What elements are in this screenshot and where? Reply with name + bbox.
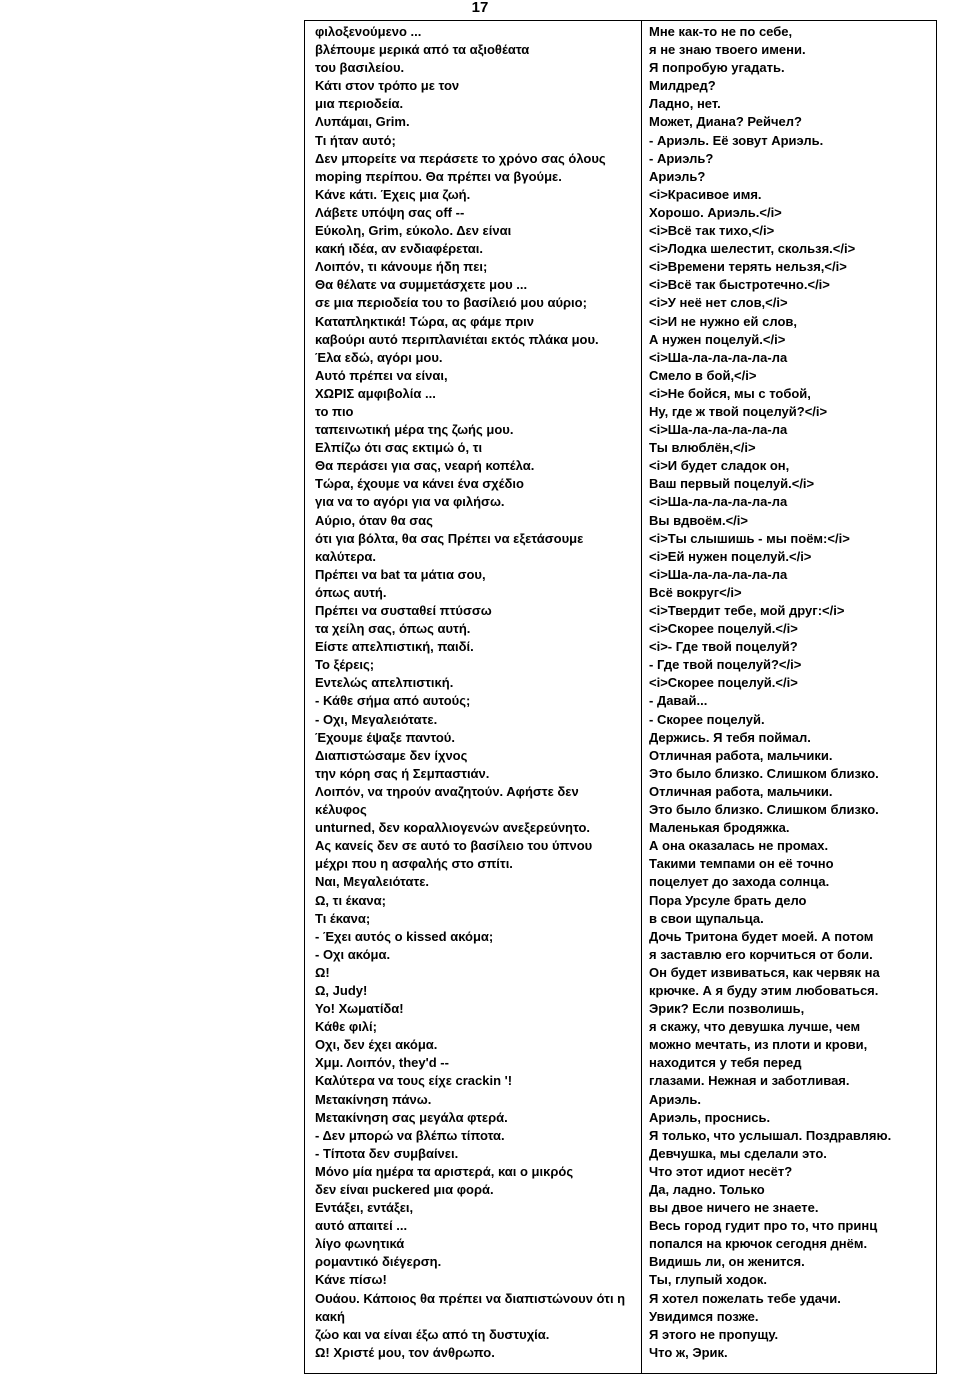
greek-subtitle-line: φιλοξενούμενο ... xyxy=(315,24,422,39)
greek-subtitle-line: Κάνε κάτι. Έχεις μια ζωή. xyxy=(315,186,471,202)
greek-subtitle-line: Ελπίζω ότι σας εκτιμώ ό, τι xyxy=(315,440,483,456)
russian-subtitle-line: Милдред? xyxy=(649,78,716,94)
greek-subtitle-line: Ω! Χριστέ μου, τον άνθρωπο. xyxy=(315,1344,495,1360)
russian-subtitle-line: Такими темпами он её точно xyxy=(649,856,834,872)
russian-subtitle-line: Хорошо. Ариэль.</i> xyxy=(649,204,782,220)
russian-subtitle-line: Мне как-то не по себе, xyxy=(649,24,793,39)
russian-subtitle-line: вы двое ничего не знаете. xyxy=(649,1200,819,1216)
greek-subtitle-line: Καταπληκτικά! Τώρα, ας φάμε πριν xyxy=(315,313,534,329)
greek-subtitle-line: Λυπάμαι, Grim. xyxy=(315,114,410,130)
greek-subtitle-line: Μετακίνηση πάνω. xyxy=(315,1091,432,1107)
russian-subtitle-line: <i>Всё так тихо,</i> xyxy=(649,223,775,239)
greek-subtitle-line: Ας κανείς δεν σε αυτό το βασίλειο του ύπνου xyxy=(315,838,593,854)
greek-subtitle-line: Κάτι στον τρόπο με τον xyxy=(315,78,460,94)
greek-subtitle-line: Χμμ. Λοιπόν, they'd -- xyxy=(315,1055,449,1071)
russian-subtitle-line: я не знаю твоего имени. xyxy=(649,42,806,58)
russian-subtitle-line: <i>И не нужно ей слов, xyxy=(649,313,798,329)
russian-subtitle-line: Отличная работа, мальчики. xyxy=(649,783,833,799)
russian-subtitle-line: Ариэль? xyxy=(649,168,706,184)
greek-subtitle-line: moping περίπου. Θα πρέπει να βγούμε. xyxy=(315,168,562,184)
greek-subtitle-line: Πρέπει να bat τα μάτια σου, xyxy=(315,566,486,582)
russian-subtitle-line: <i>Всё так быстротечно.</i> xyxy=(649,277,830,293)
greek-subtitle-line: Εντάξει, εντάξει, xyxy=(315,1200,414,1216)
russian-subtitle-line: Ариэль. xyxy=(649,1091,702,1107)
russian-subtitle-line: Держись. Я тебя поймал. xyxy=(649,729,811,745)
russian-subtitle-line: А она оказалась не промах. xyxy=(649,838,829,854)
russian-subtitle-line: Это было близко. Слишком близко. xyxy=(649,765,879,781)
greek-subtitle-line: Yo! Χωματίδα! xyxy=(315,1001,404,1017)
russian-subtitle-line: крючке. А я буду этим любоваться. xyxy=(649,982,879,998)
greek-subtitle-line: - Οχι ακόμα. xyxy=(315,946,391,962)
russian-subtitle-line: Ты влюблён,</i> xyxy=(649,440,756,456)
russian-subtitle-line: я скажу, что девушка лучше, чем xyxy=(649,1019,861,1035)
russian-subtitle-line: <i>Ей нужен поцелуй.</i> xyxy=(649,548,812,564)
greek-subtitle-line: μέχρι που η ασφαλής στο σπίτι. xyxy=(315,856,513,872)
russian-subtitle-line: глазами. Нежная и заботливая. xyxy=(649,1073,850,1089)
greek-subtitle-line: κέλυφος xyxy=(315,802,367,818)
greek-subtitle-line: τα χείλη σας, όπως αυτή. xyxy=(315,621,471,637)
russian-subtitle-line: <i>- Где твой поцелуй? xyxy=(649,639,798,655)
greek-subtitle-line: του βασιλείου. xyxy=(315,60,405,76)
russian-subtitle-line: попался на крючок сегодня днём. xyxy=(649,1236,868,1252)
russian-subtitle-line: находится у тебя перед xyxy=(649,1055,802,1071)
russian-subtitle-line: Может, Диана? Рейчел? xyxy=(649,114,802,130)
russian-column xyxy=(649,23,935,1362)
russian-subtitle-line: Ваш первый поцелуй.</i> xyxy=(649,476,815,492)
russian-subtitle-line: Да, ладно. Только xyxy=(649,1182,765,1197)
greek-subtitle-line: καλύτερα. xyxy=(315,548,377,564)
russian-subtitle-line: Я хотел пожелать тебе удачи. xyxy=(649,1290,841,1306)
greek-subtitle-line: - Τίποτα δεν συμβαίνει. xyxy=(315,1145,459,1161)
greek-subtitle-line: ταπεινωτική μέρα της ζωής μου. xyxy=(315,422,514,438)
greek-subtitle-line: Μετακίνηση σας μεγάλα φτερά. xyxy=(315,1109,508,1125)
russian-subtitle-line: <i>Ты слышишь - мы поём:</i> xyxy=(649,530,850,546)
greek-subtitle-line: unturned, δεν κοραλλιογενών ανεξερεύνητο. xyxy=(315,820,590,836)
russian-subtitle-line: Он будет извиваться, как червяк на xyxy=(649,964,880,980)
greek-subtitle-line: Τώρα, έχουμε να κάνει ένα σχέδιο xyxy=(315,476,524,492)
russian-subtitle-line: Смело в бой,</i> xyxy=(649,367,757,383)
russian-subtitle-line: <i>Скорее поцелуй.</i> xyxy=(649,675,798,691)
greek-subtitle-line: βλέπουμε μερικά από τα αξιοθέατα xyxy=(315,42,530,58)
greek-subtitle-line: ζώο και να είναι έξω από τη δυστυχία. xyxy=(315,1326,550,1342)
greek-subtitle-line: Πρέπει να συσταθεί πτύσσω xyxy=(315,603,492,618)
russian-subtitle-line: Я этого не пропущу. xyxy=(649,1326,779,1342)
column-divider xyxy=(641,21,642,1373)
greek-subtitle-line: Έχουμε έψαξε παντού. xyxy=(315,729,455,745)
russian-subtitle-line: - Где твой поцелуй?</i> xyxy=(649,657,802,673)
greek-subtitle-line: Το ξέρεις; xyxy=(315,657,375,673)
russian-subtitle-line: Ну, где ж твой поцелуй?</i> xyxy=(649,403,828,419)
russian-subtitle-line: Ты, глупый ходок. xyxy=(649,1272,768,1288)
russian-subtitle-line: можно мечтать, из плоти и крови, xyxy=(649,1037,868,1053)
russian-subtitle-line: - Ариэль? xyxy=(649,150,714,166)
russian-subtitle-line: <i>Не бойся, мы с тобой, xyxy=(649,385,811,401)
greek-subtitle-line: Δεν μπορείτε να περάσετε το χρόνο σας όλους xyxy=(315,150,606,166)
greek-subtitle-line: Αυτό πρέπει να είναι, xyxy=(315,367,448,383)
greek-subtitle-line: καβούρι αυτό περιπλανιέται εκτός πλάκα μου. xyxy=(315,331,599,347)
greek-subtitle-line: Είστε απελπιστική, παιδί. xyxy=(315,639,474,655)
greek-subtitle-line: Λοιπόν, να τηρούν αναζητούν. Αφήστε δεν xyxy=(315,783,579,799)
greek-subtitle-line: Εντελώς απελπιστική. xyxy=(315,675,454,691)
russian-subtitle-line: Эрик? Если позволишь, xyxy=(649,1001,805,1017)
greek-subtitle-line: σε μια περιοδεία του το βασίλειό μου αύριο; xyxy=(315,295,587,311)
russian-subtitle-line: - Давай... xyxy=(649,693,708,709)
greek-subtitle-line: Ω! xyxy=(315,964,330,980)
greek-subtitle-line: μια περιοδεία. xyxy=(315,96,404,112)
greek-subtitle-line: - Οχι, Μεγαλειότατε. xyxy=(315,711,438,727)
russian-subtitle-line: Весь город гудит про то, что принц xyxy=(649,1218,878,1234)
greek-subtitle-line: Καλύτερα να τους είχε crackin '! xyxy=(315,1073,513,1089)
russian-subtitle-line: Это было близко. Слишком близко. xyxy=(649,802,879,818)
greek-subtitle-line: Ω, Judy! xyxy=(315,982,368,998)
greek-subtitle-line: - Δεν μπορώ να βλέπω τίποτα. xyxy=(315,1127,505,1143)
russian-subtitle-line: <i>Ша-ла-ла-ла-ла-ла xyxy=(649,422,788,438)
russian-subtitle-line: Девчушка, мы сделали это. xyxy=(649,1145,827,1161)
russian-subtitle-line: Вы вдвоём.</i> xyxy=(649,512,748,528)
greek-subtitle-line: Λάβετε υπόψη σας off -- xyxy=(315,204,465,220)
greek-subtitle-line: Λοιπόν, τι κάνουμε ήδη πει; xyxy=(315,259,488,275)
russian-subtitle-line: <i>Ша-ла-ла-ла-ла-ла xyxy=(649,494,788,510)
greek-subtitle-line: το πιο xyxy=(315,403,354,419)
russian-subtitle-line: я заставлю его корчиться от боли. xyxy=(649,946,873,962)
greek-subtitle-line: δεν είναι puckered μια φορά. xyxy=(315,1182,494,1197)
greek-subtitle-line: την κόρη σας ή Σεμπαστιάν. xyxy=(315,765,490,781)
greek-subtitle-line: Μόνο μία ημέρα τα αριστερά, και ο μικρός xyxy=(315,1163,574,1179)
russian-subtitle-line: Пора Урсуле брать дело xyxy=(649,892,807,908)
greek-subtitle-line: Τι έκανα; xyxy=(315,910,371,926)
greek-subtitle-line: Αύριο, όταν θα σας xyxy=(315,512,433,528)
russian-subtitle-line: Дочь Тритона будет моей. А потом xyxy=(649,928,874,944)
russian-subtitle-line: Я попробую угадать. xyxy=(649,60,785,76)
greek-subtitle-line: Κάνε πίσω! xyxy=(315,1272,387,1288)
greek-subtitle-line: Εύκολη, Grim, εύκολο. Δεν είναι xyxy=(315,223,512,239)
greek-subtitle-line: Έλα εδώ, αγόρι μου. xyxy=(315,349,443,365)
greek-subtitle-line: Κάθε φιλί; xyxy=(315,1019,377,1035)
russian-subtitle-line: Увидимся позже. xyxy=(649,1308,759,1324)
russian-subtitle-line: <i>Ша-ла-ла-ла-ла-ла xyxy=(649,349,788,365)
russian-subtitle-line: Отличная работа, мальчики. xyxy=(649,747,833,763)
russian-subtitle-line: Что ж, Эрик. xyxy=(649,1344,728,1360)
russian-subtitle-line: в свои щупальца. xyxy=(649,910,764,926)
russian-subtitle-line: Ладно, нет. xyxy=(649,96,721,112)
greek-subtitle-line: ότι για βόλτα, θα σας Πρέπει να εξετάσουμε xyxy=(315,530,584,546)
greek-subtitle-line: όπως αυτή. xyxy=(315,584,387,600)
greek-subtitle-line: Ναι, Μεγαλειότατε. xyxy=(315,874,430,890)
greek-column xyxy=(315,23,637,1362)
greek-subtitle-line: Θα περάσει για σας, νεαρή κοπέλα. xyxy=(315,458,535,474)
russian-subtitle-line: Всё вокруг</i> xyxy=(649,584,742,600)
russian-subtitle-line: Маленькая бродяжка. xyxy=(649,820,790,836)
russian-subtitle-line: <i>У неё нет слов,</i> xyxy=(649,295,788,311)
russian-subtitle-line: А нужен поцелуй.</i> xyxy=(649,331,786,347)
russian-subtitle-line: Что этот идиот несёт? xyxy=(649,1163,793,1179)
russian-subtitle-line: Видишь ли, он женится. xyxy=(649,1254,805,1270)
russian-subtitle-line: <i>Лодка шелестит, скользя.</i> xyxy=(649,241,856,257)
russian-subtitle-line: - Скорее поцелуй. xyxy=(649,711,765,727)
page-number: 17 xyxy=(471,0,489,16)
greek-subtitle-line: Τι ήταν αυτό; xyxy=(315,132,396,148)
greek-subtitle-line: - Κάθε σήμα από αυτούς; xyxy=(315,693,471,709)
russian-subtitle-line: поцелует до захода солнца. xyxy=(649,874,830,890)
greek-subtitle-line: κακή xyxy=(315,1308,345,1324)
greek-subtitle-line: ΧΩΡΙΣ αμφιβολία ... xyxy=(315,385,436,401)
greek-subtitle-line: Ουάου. Κάποιος θα πρέπει να διαπιστώνουν ότι η xyxy=(315,1290,626,1306)
greek-subtitle-line: - Έχει αυτός ο kissed ακόμα; xyxy=(315,928,494,944)
russian-subtitle-line: <i>Твердит тебе, мой друг:</i> xyxy=(649,603,845,618)
greek-subtitle-line: Θα θέλατε να συμμετάσχετε μου ... xyxy=(315,277,528,293)
greek-subtitle-line: αυτό απαιτεί ... xyxy=(315,1218,408,1234)
greek-subtitle-line: Οχι, δεν έχει ακόμα. xyxy=(315,1037,438,1053)
greek-subtitle-line: κακή ιδέα, αν ενδιαφέρεται. xyxy=(315,241,483,257)
russian-subtitle-line: <i>И будет сладок он, xyxy=(649,458,790,474)
greek-subtitle-line: Ω, τι έκανα; xyxy=(315,892,386,908)
greek-subtitle-line: ρομαντικό διέγερση. xyxy=(315,1254,442,1270)
russian-subtitle-line: <i>Ша-ла-ла-ла-ла-ла xyxy=(649,566,788,582)
greek-subtitle-line: λίγο φωνητικά xyxy=(315,1236,405,1252)
greek-subtitle-line: για να το αγόρι για να φιλήσω. xyxy=(315,494,505,510)
russian-subtitle-line: - Ариэль. Её зовут Ариэль. xyxy=(649,132,824,148)
russian-subtitle-line: <i>Красивое имя. xyxy=(649,186,762,202)
russian-subtitle-line: Ариэль, проснись. xyxy=(649,1109,771,1125)
russian-subtitle-line: Я только, что услышал. Поздравляю. xyxy=(649,1127,892,1143)
subtitle-table xyxy=(304,20,937,1374)
russian-subtitle-line: <i>Скорее поцелуй.</i> xyxy=(649,621,798,637)
russian-subtitle-line: <i>Времени терять нельзя,</i> xyxy=(649,259,847,275)
greek-subtitle-line: Διαπιστώσαμε δεν ίχνος xyxy=(315,747,468,763)
